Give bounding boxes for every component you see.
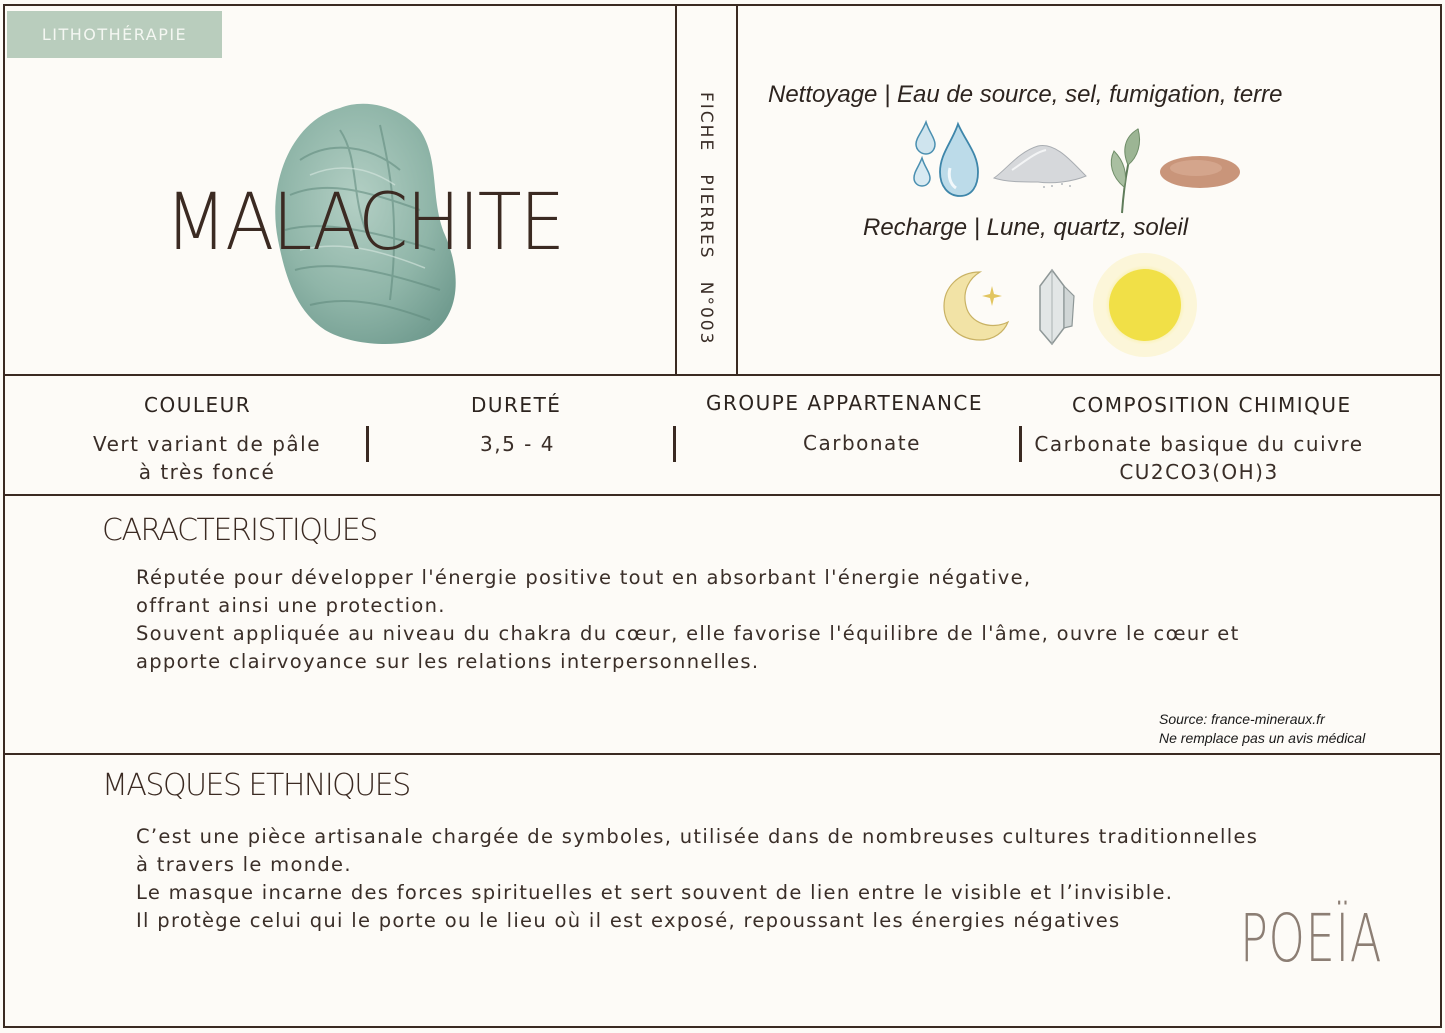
source-note bbox=[1159, 710, 1365, 748]
property-value-color bbox=[93, 430, 321, 486]
divider-properties-bottom bbox=[3, 494, 1442, 496]
sun-icon bbox=[1092, 252, 1198, 358]
masks-line: à travers le monde. bbox=[136, 853, 352, 876]
characteristics-line: Réputée pour développer l'énergie positive tout en absorbant l'énergie négative, bbox=[136, 566, 1032, 589]
characteristics-line: apporte clairvoyance sur les relations interpersonnelles. bbox=[136, 650, 760, 673]
characteristics-line: Souvent appliquée au niveau du chakra du cœur, elle favorise l'équilibre de l'âme, ouvre le cœur et bbox=[136, 622, 1240, 645]
masks-heading: MASQUES ETHNIQUES bbox=[102, 768, 410, 803]
property-value-composition-line2: CU2CO3(OH)3 bbox=[1119, 460, 1279, 484]
property-separator bbox=[1019, 426, 1022, 462]
masks-line: C’est une pièce artisanale chargée de symboles, utilisée dans de nombreuses cultures traditionnelles bbox=[136, 825, 1259, 848]
brand-logo: POEÏA bbox=[1240, 900, 1383, 977]
masks-line: Il protège celui qui le porte ou le lieu où il est exposé, repoussant les énergies négatives bbox=[136, 909, 1121, 932]
category-tag: LITHOTHÉRAPIE bbox=[7, 11, 222, 58]
sheet-reference-label: FICHE PIERRES N°003 bbox=[696, 92, 716, 346]
property-label-composition: COMPOSITION CHIMIQUE bbox=[1072, 393, 1352, 417]
recharge-text: Recharge | Lune, quartz, soleil bbox=[863, 214, 1189, 241]
salt-icon bbox=[992, 140, 1088, 190]
earth-stone-icon bbox=[1158, 152, 1242, 192]
source-line: Source: france-mineraux.fr bbox=[1159, 711, 1325, 727]
sage-leaf-icon bbox=[1102, 125, 1146, 215]
property-separator bbox=[366, 426, 369, 462]
property-label-color: COULEUR bbox=[144, 393, 252, 417]
property-separator bbox=[673, 426, 676, 462]
disclaimer-line: Ne remplace pas un avis médical bbox=[1159, 730, 1366, 746]
divider-properties-top bbox=[3, 374, 1442, 376]
quartz-crystal-icon bbox=[1030, 268, 1080, 346]
property-value-color-line2: à très foncé bbox=[138, 460, 276, 484]
property-value-hardness: 3,5 - 4 bbox=[480, 432, 555, 456]
property-value-color-line1: Vert variant de pâle bbox=[93, 432, 322, 456]
characteristics-heading: CARACTERISTIQUES bbox=[102, 513, 377, 548]
divider-masks-top bbox=[3, 753, 1442, 755]
masks-line: Le masque incarne des forces spirituelles et sert souvent de lien entre le visible et l’invisible. bbox=[136, 881, 1174, 904]
divider-vertical-right bbox=[736, 4, 738, 375]
property-label-hardness: DURETÉ bbox=[471, 393, 562, 417]
cleaning-text: Nettoyage | Eau de source, sel, fumigation, terre bbox=[768, 81, 1283, 108]
characteristics-line: offrant ainsi une protection. bbox=[136, 594, 446, 617]
property-label-group: GROUPE APPARTENANCE bbox=[706, 391, 984, 415]
property-value-composition-line1: Carbonate basique du cuivre bbox=[1034, 432, 1364, 456]
stone-title: MALACHITE bbox=[165, 178, 564, 268]
moon-icon bbox=[940, 268, 1012, 344]
water-drops-icon bbox=[910, 120, 982, 198]
masks-text bbox=[136, 823, 1258, 935]
divider-vertical-left bbox=[675, 4, 677, 375]
property-value-group: Carbonate bbox=[803, 431, 921, 455]
characteristics-text bbox=[136, 564, 1240, 676]
property-value-composition bbox=[1028, 430, 1370, 486]
